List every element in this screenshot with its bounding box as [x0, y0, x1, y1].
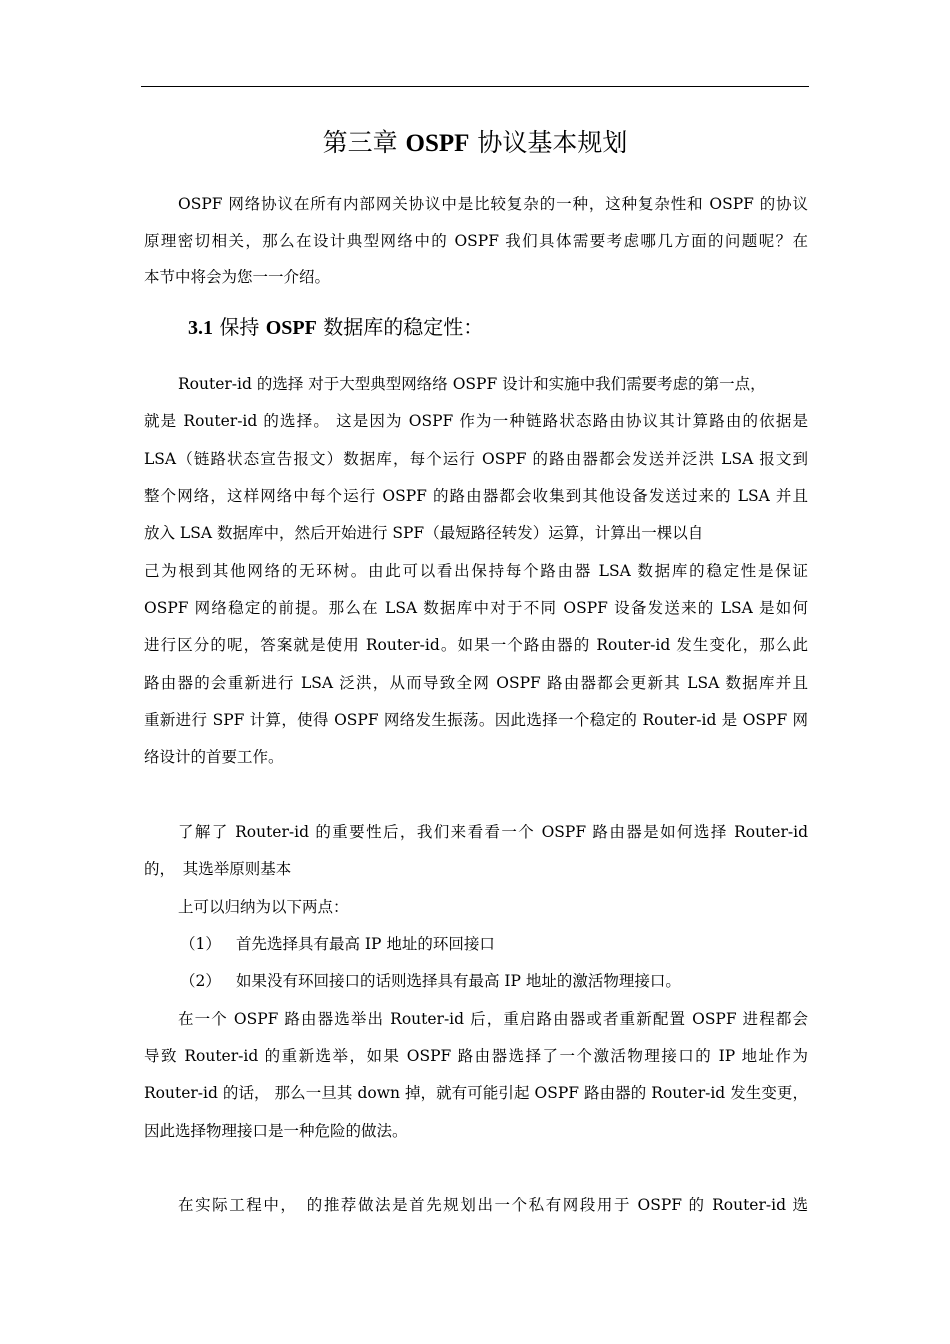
para1-line: LSA（链路状态宣告报文）数据库，每个运行 OSPF 的路由器都会发送并泛洪 LSA 报文到	[144, 450, 808, 468]
para3-line: Router-id 的话， 那么一旦其 down 掉，就有可能引起 OSPF 路由器的 Router-id 发生变更，	[144, 1084, 808, 1102]
para1-line: 放入 LSA 数据库中，然后开始进行 SPF（最短路径转发）运算，计算出一棵以自	[144, 524, 704, 542]
list-item-number: （1）	[180, 935, 221, 953]
para3-line: 导致 Router-id 的重新选举，如果 OSPF 路由器选择了一个激活物理接口的 IP 地址作为	[144, 1047, 808, 1065]
chapter-title-bold: OSPF	[405, 130, 470, 157]
header-rule	[141, 86, 809, 87]
para1-line: 整个网络，这样网络中每个运行 OSPF 的路由器都会收集到其他设备发送过来的 LSA 并且	[144, 487, 808, 505]
list-item-text: 首先选择具有最高 IP 地址的环回接口	[236, 935, 495, 953]
chapter-title-post: 协议基本规划	[477, 128, 628, 157]
section-heading-post: 数据库的稳定性：	[323, 315, 484, 339]
para4-line: 在实际工程中， 的推荐做法是首先规划出一个私有网段用于 OSPF 的 Router-id 选	[178, 1196, 808, 1214]
list-item-number: （2）	[180, 972, 221, 990]
chapter-title-pre: 第三章	[322, 128, 398, 157]
para1-line: OSPF 网络稳定的前提。那么在 LSA 数据库中对于不同 OSPF 设备发送来的 LSA 是如何	[144, 599, 808, 617]
chapter-title	[0, 126, 950, 161]
section-heading-bold: OSPF	[265, 317, 317, 339]
para1-line: 络设计的首要工作。	[144, 748, 284, 766]
para2-line: 的， 其选举原则基本	[144, 860, 292, 878]
list-item-text: 如果没有环回接口的话则选择具有最高 IP 地址的激活物理接口。	[236, 972, 681, 990]
section-heading	[188, 313, 483, 342]
para3-line: 在一个 OSPF 路由器选举出 Router-id 后，重启路由器或者重新配置 OSPF 进程都会	[178, 1010, 808, 1028]
para1-line: 就是 Router-id 的选择。 这是因为 OSPF 作为一种链路状态路由协议其计算路由的依据是	[144, 412, 808, 430]
para1-line: 己为根到其他网络的无环树。由此可以看出保持每个路由器 LSA 数据库的稳定性是保证	[144, 562, 808, 580]
para1-line: Router-id 的选择 对于大型典型网络络 OSPF 设计和实施中我们需要考虑的第一点，	[178, 375, 766, 393]
para1-line: 路由器的会重新进行 LSA 泛洪，从而导致全网 OSPF 路由器都会更新其 LSA 数据库并且	[144, 674, 808, 692]
intro-line: OSPF 网络协议在所有内部网关协议中是比较复杂的一种，这种复杂性和 OSPF 的协议	[178, 195, 808, 213]
intro-line: 本节中将会为您一一介绍。	[144, 268, 331, 286]
section-number: 3.1	[188, 317, 213, 339]
para2-line: 上可以归纳为以下两点：	[178, 898, 349, 916]
section-heading-pre: 保持	[219, 315, 260, 339]
para1-line: 进行区分的呢，答案就是使用 Router-id。如果一个路由器的 Router-id 发生变化，那么此	[144, 636, 808, 654]
para2-line: 了解了 Router-id 的重要性后，我们来看看一个 OSPF 路由器是如何选择 Router-id	[178, 823, 808, 841]
para1-line: 重新进行 SPF 计算，使得 OSPF 网络发生振荡。因此选择一个稳定的 Router-id 是 OSPF 网	[144, 711, 808, 729]
intro-line: 原理密切相关，那么在设计典型网络中的 OSPF 我们具体需要考虑哪几方面的问题呢？在	[144, 232, 808, 250]
para3-line: 因此选择物理接口是一种危险的做法。	[144, 1122, 408, 1140]
